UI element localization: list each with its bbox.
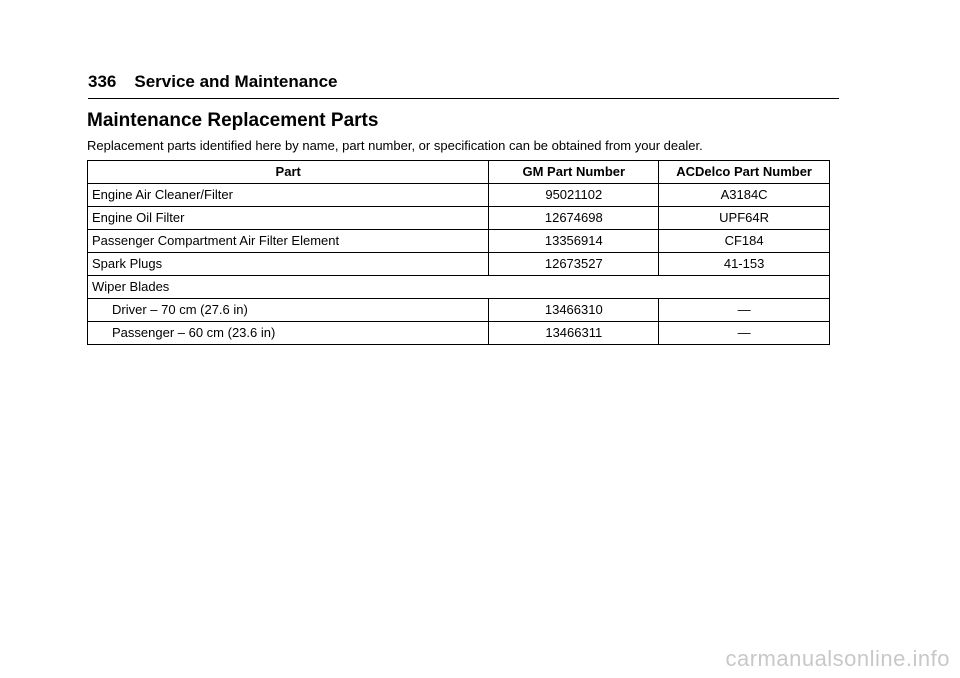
group-label-wiper-blades: Wiper Blades bbox=[88, 276, 830, 299]
table-row bbox=[88, 207, 830, 230]
part-name: Passenger Compartment Air Filter Element bbox=[88, 230, 489, 253]
gm-part-number: 13466311 bbox=[489, 322, 659, 345]
part-name: Engine Air Cleaner/Filter bbox=[88, 184, 489, 207]
part-name: Engine Oil Filter bbox=[88, 207, 489, 230]
acdelco-part-number: UPF64R bbox=[659, 207, 830, 230]
table-row bbox=[88, 253, 830, 276]
parts-table bbox=[87, 160, 830, 345]
table-row bbox=[88, 299, 830, 322]
table-row bbox=[88, 230, 830, 253]
acdelco-part-number: — bbox=[659, 322, 830, 345]
part-name: Passenger – 60 cm (23.6 in) bbox=[88, 322, 489, 345]
gm-part-number: 13466310 bbox=[489, 299, 659, 322]
gm-part-number: 12674698 bbox=[489, 207, 659, 230]
part-name: Spark Plugs bbox=[88, 253, 489, 276]
acdelco-part-number: — bbox=[659, 299, 830, 322]
gm-part-number: 12673527 bbox=[489, 253, 659, 276]
part-name: Driver – 70 cm (27.6 in) bbox=[88, 299, 489, 322]
gm-part-number: 95021102 bbox=[489, 184, 659, 207]
acdelco-part-number: 41-153 bbox=[659, 253, 830, 276]
page-header bbox=[88, 72, 839, 99]
table-group-row bbox=[88, 276, 830, 299]
intro-text: Replacement parts identified here by name, part number, or specification can be obtained from your dealer. bbox=[87, 138, 703, 153]
table-header-row bbox=[88, 161, 830, 184]
acdelco-part-number: CF184 bbox=[659, 230, 830, 253]
column-header-gm-part-number: GM Part Number bbox=[489, 161, 659, 184]
column-header-part: Part bbox=[88, 161, 489, 184]
page-number: 336 bbox=[88, 72, 117, 91]
acdelco-part-number: A3184C bbox=[659, 184, 830, 207]
watermark: carmanualsonline.info bbox=[725, 646, 950, 671]
gm-part-number: 13356914 bbox=[489, 230, 659, 253]
section-name: Service and Maintenance bbox=[134, 72, 338, 91]
table-row bbox=[88, 322, 830, 345]
table-row bbox=[88, 184, 830, 207]
column-header-acdelco-part-number: ACDelco Part Number bbox=[659, 161, 830, 184]
page-title: Maintenance Replacement Parts bbox=[87, 110, 379, 131]
